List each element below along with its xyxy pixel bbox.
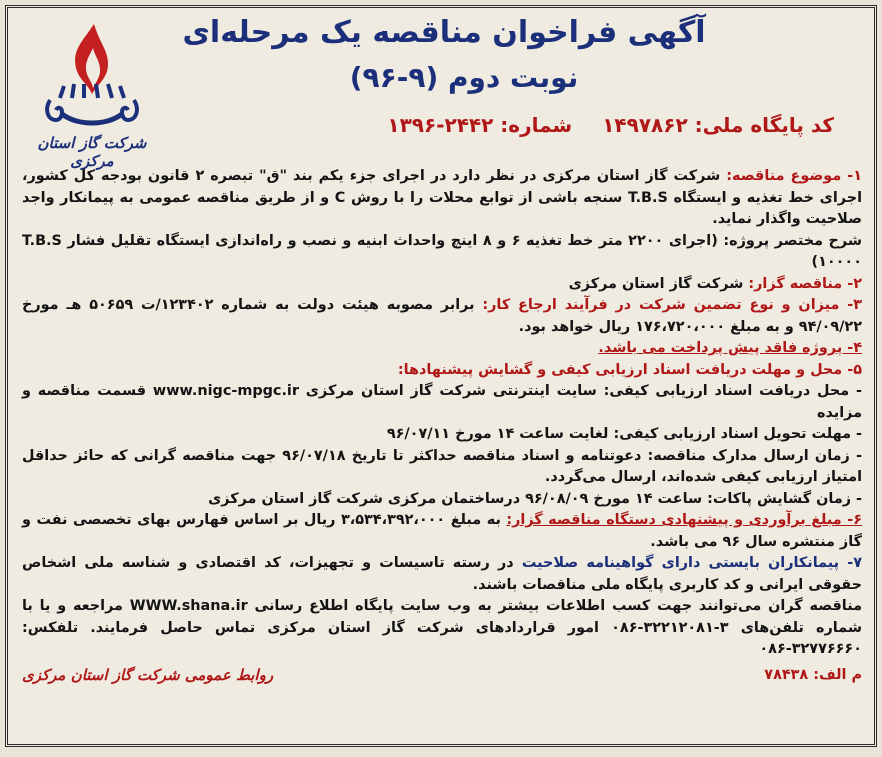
info-paragraph	[22, 596, 862, 661]
item-7-label: ۷- پیمانکاران بایستی دارای گواهینامه صلاحیت	[521, 555, 862, 571]
item-3-label: ۳- میزان و نوع تضمین شرکت در فرآیند ارجاع کار:	[482, 297, 862, 313]
item-2-text: شرکت گاز استان مرکزی	[568, 275, 749, 292]
item-7	[22, 553, 862, 596]
item-5	[22, 360, 862, 382]
tender-notice	[5, 5, 877, 747]
item-4-label: ۴- پروژه فاقد پیش پرداخت می باشد.	[598, 340, 862, 356]
item-6	[22, 510, 862, 553]
item-2	[22, 274, 862, 296]
item-3	[22, 295, 862, 338]
item-6-label: ۶- مبلغ برآوردی و پیشنهادی دستگاه مناقصه گزار:	[506, 512, 862, 528]
item-1-label: ۱- موضوع مناقصه:	[726, 168, 863, 184]
notice-title: آگهی فراخوان مناقصه یک مرحله‌ای	[182, 15, 706, 50]
notice-codes	[294, 110, 834, 140]
item-5-location-text: - محل دریافت اسناد ارزیابی کیفی: سایت اینترنتی شرکت گاز استان مرکزی	[298, 383, 862, 399]
item-5-label: ۵- محل و مهلت دریافت اسناد ارزیابی کیفی و گشایش پیشنهادها:	[397, 361, 862, 378]
item-5-location-tail: قسمت مناقصه و مزایده	[22, 383, 862, 421]
info-tail: مراجعه و یا با شماره تلفن‌های ۳-۳۲۲۱۲۰۸۱-۰۸۶ امور قراردادهای شرکت گاز استان مرکزی تماس حاصل فرمایند.	[22, 598, 862, 636]
item-5-location	[22, 381, 862, 424]
item-2-label: ۲- مناقصه گزار:	[748, 275, 862, 292]
notice-footer	[22, 665, 862, 687]
notice-body	[22, 166, 862, 686]
ad-reference: م الف: ۷۸۴۳۸	[764, 666, 862, 683]
nigc-flame-logo-icon	[22, 14, 162, 134]
item-5-send: - زمان ارسال مدارک مناقصه: دعوتنامه و اسناد مناقصه حداکثر تا تاریخ ۹۶/۰۷/۱۸ جهت مناقصه گرانی که حائز حداقل امتیاز ارزیابی کیفی شده‌اند، ارسال می‌گردد.	[22, 447, 862, 485]
fax-number: تلفکس: ۳۲۷۷۶۶۶۰-۰۸۶	[22, 619, 862, 657]
item-7-text: در رسته تاسیسات و تجهیزات، کد اقتصادی و شناسه ملی اشخاص حقوقی ایرانی و کد کاربری پایگاه ملی مناقصات باشند.	[22, 555, 862, 593]
national-code: کد پایگاه ملی: ۱۴۹۷۸۶۲	[602, 113, 834, 137]
item-5-deadline: - مهلت تحویل اسناد ارزیابی کیفی: لغایت ساعت ۱۴ مورخ ۹۶/۰۷/۱۱	[386, 426, 862, 442]
item-1-brief: شرح مختصر پروژه: (اجرای ۲۲۰۰ متر خط تغذیه ۶ و ۸ اینچ واحداث ابنیه و نصب و راه‌اندازی ایستگاه تقلیل فشار T.B.S ۱۰۰۰۰)	[22, 232, 863, 270]
shana-link[interactable]: WWW.shana.ir	[129, 598, 248, 614]
item-1	[22, 166, 862, 231]
public-relations: روابط عمومی شرکت گاز استان مرکزی	[22, 665, 274, 684]
item-3-text: برابر مصوبه هیئت دولت به شماره ۱۲۳۴۰۲/ت ۵۰۶۵۹ هـ مورخ ۹۴/۰۹/۲۲ و به مبلغ ۱۷۶،۷۲۰،۰۰۰ ریال خواهد بود.	[22, 297, 862, 335]
item-5-opening: - زمان گشایش پاکات: ساعت ۱۴ مورخ ۹۶/۰۸/۰۹ درساختمان مرکزی شرکت گاز استان مرکزی	[208, 490, 862, 507]
website-link[interactable]: www.nigc-mpgc.ir	[152, 383, 299, 399]
logo-caption: شرکت گاز استان مرکزی	[37, 134, 147, 170]
company-logo	[22, 14, 162, 170]
notice-header	[8, 8, 874, 170]
item-6-text: به مبلغ ۳،۵۳۴،۳۹۲،۰۰۰ ریال بر اساس فهارس بهای تخصصی نفت و گاز منتشره سال ۹۶ می باشد.	[22, 512, 862, 550]
item-4	[22, 338, 862, 360]
info-text: مناقصه گران می‌توانند جهت کسب اطلاعات بیشتر به وب سایت پایگاه اطلاع رسانی	[247, 598, 862, 614]
item-1-text: شرکت گاز استان مرکزی در نظر دارد در اجرای جزء یکم بند "ق" تبصره ۲ قانون بودجه کل کشور، اجرای خط تغذیه و ایستگاه T.B.S سنجه باشی از توابع محلات را با روش C و از طریق مناقصه عمومی به پیمانکار واجد صلاحیت واگذار نماید.	[22, 168, 863, 227]
notice-number: شماره: ۲۴۴۲-۱۳۹۶	[387, 113, 573, 137]
notice-round: نوبت دوم (۹-۹۶)	[349, 61, 579, 94]
